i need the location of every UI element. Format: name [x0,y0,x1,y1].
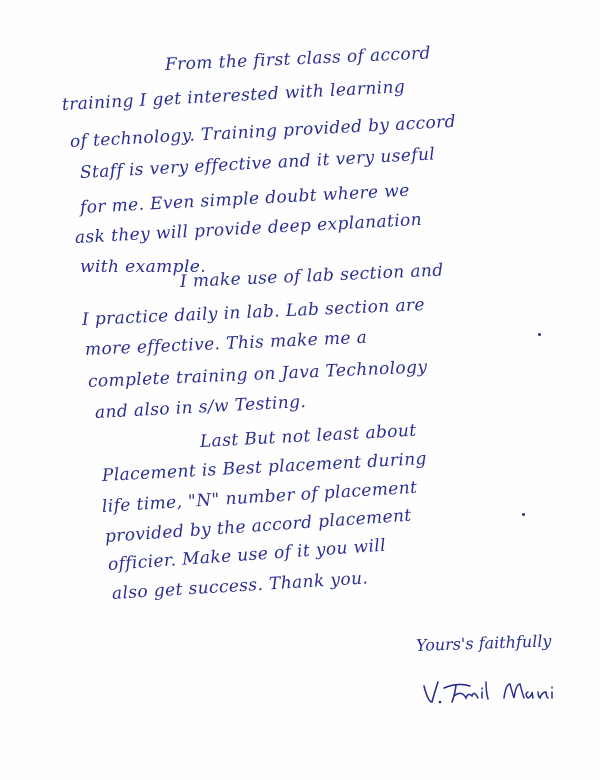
letter-line-11: complete training on Java Technology [87,357,428,392]
letter-line-15: life time, "N" number of placement [101,477,418,517]
closing-phrase: Yours's faithfully [415,631,552,655]
letter-line-7: with example. [80,257,207,277]
letter-line-10: more effective. This make me a [84,327,368,360]
letter-line-18: also get success. Thank you. [111,568,369,604]
handwritten-signature [418,672,558,712]
letter-line-6: ask they will provide deep explanation [74,209,423,248]
letter-line-14: Placement is Best placement during [101,448,428,486]
letter-line-3: of technology. Training provided by accord [69,111,457,152]
letter-line-9: I practice daily in lab. Lab section are [81,295,426,330]
letter-line-2: training I get interested with learning [61,77,406,115]
stray-ink-dot [522,513,525,516]
letter-line-1: From the first class of accord [164,43,432,75]
letter-line-5: for me. Even simple doubt where we [79,180,411,218]
letter-line-17: officier. Make use of it you will [107,535,387,575]
letter-line-4: Staff is very effective and it very useful [79,144,436,183]
stray-ink-dot [538,333,541,336]
letter-line-13: Last But not least about [199,420,417,452]
letter-line-12: and also in s/w Testing. [94,391,307,423]
letter-line-8: I make use of lab section and [179,260,444,292]
letter-line-16: provided by the accord placement [104,505,413,547]
